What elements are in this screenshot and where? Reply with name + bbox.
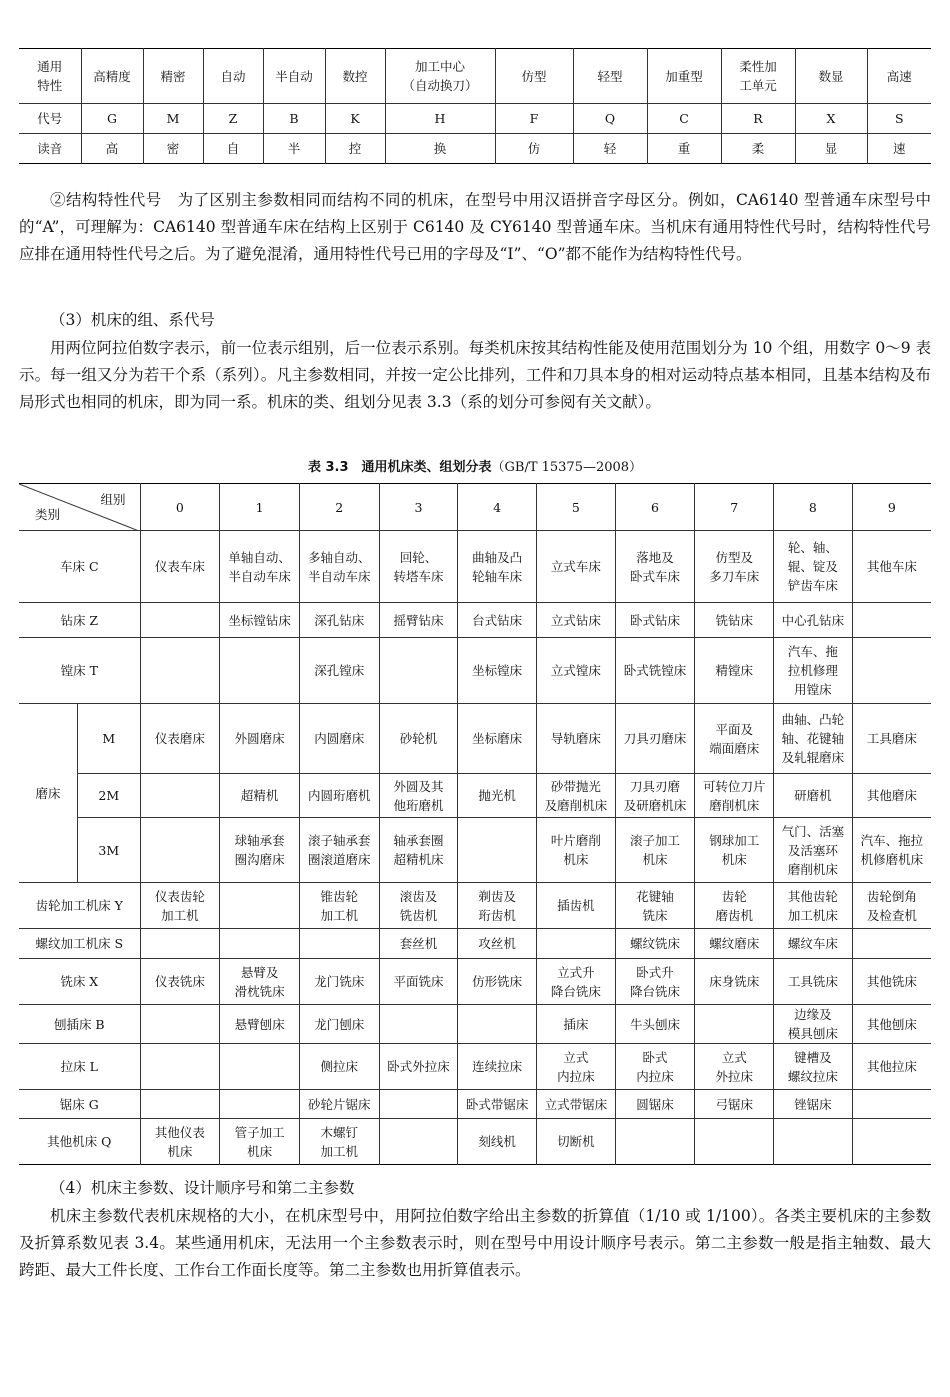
group-number-header: 3 xyxy=(379,484,458,531)
machine-group-cell: 刀具刃磨床 xyxy=(615,704,695,774)
class-row xyxy=(19,1119,931,1165)
feature-cell: Z xyxy=(203,104,263,134)
machine-group-cell: 滚齿及 铣齿机 xyxy=(379,883,458,929)
machine-group-cell: 仿型及 多刀车床 xyxy=(695,531,774,603)
machine-group-cell: 切断机 xyxy=(536,1119,615,1165)
class-row xyxy=(19,883,931,929)
machine-group-cell: 仪表磨床 xyxy=(140,704,220,774)
class-label: 2M xyxy=(78,774,141,818)
machine-group-cell: 弓锯床 xyxy=(695,1090,774,1119)
feature-cell: 显 xyxy=(795,134,867,164)
machine-group-cell: 叶片磨削 机床 xyxy=(536,818,615,883)
class-label: 齿轮加工机床 Y xyxy=(19,883,140,929)
machine-group-cell xyxy=(140,774,220,818)
machine-group-cell: 锥齿轮 加工机 xyxy=(299,883,379,929)
machine-group-cell: 落地及 卧式车床 xyxy=(615,531,695,603)
machine-group-cell: 外圆及其 他珩磨机 xyxy=(379,774,458,818)
feature-cell: S xyxy=(867,104,931,134)
machine-group-cell: 卧式带锯床 xyxy=(458,1090,537,1119)
machine-group-cell: 卧式升 降台铣床 xyxy=(615,959,695,1005)
class-label: 刨插床 B xyxy=(19,1005,140,1044)
section-heading-main-parameter: （4）机床主参数、设计顺序号和第二主参数 xyxy=(50,1179,355,1197)
machine-group-cell: 卧式外拉床 xyxy=(379,1044,458,1090)
machine-group-cell: 砂轮机 xyxy=(379,704,458,774)
class-row xyxy=(19,959,931,1005)
machine-group-cell: 导轨磨床 xyxy=(536,704,615,774)
class-row xyxy=(19,531,931,603)
machine-group-cell: 超精机 xyxy=(220,774,300,818)
machine-group-cell xyxy=(536,929,615,959)
feature-row-header: 通用 特性 xyxy=(19,49,81,104)
class-row xyxy=(19,1090,931,1119)
machine-group-cell: 卧式 内拉床 xyxy=(615,1044,695,1090)
class-label: 铣床 X xyxy=(19,959,140,1005)
machine-group-cell xyxy=(695,1005,774,1044)
machine-group-cell: 齿轮 磨齿机 xyxy=(695,883,774,929)
feature-cell: K xyxy=(325,104,385,134)
machine-group-cell: 龙门铣床 xyxy=(299,959,379,1005)
feature-code-table xyxy=(19,48,931,164)
class-label: 螺纹加工机床 S xyxy=(19,929,140,959)
machine-group-cell: 卧式钻床 xyxy=(615,603,695,638)
machine-group-cell: 外圆磨床 xyxy=(220,704,300,774)
feature-cell: 重 xyxy=(647,134,721,164)
machine-group-cell: 木螺钉 加工机 xyxy=(299,1119,379,1165)
feature-cell: M xyxy=(143,104,203,134)
class-label: 拉床 L xyxy=(19,1044,140,1090)
machine-group-cell: 立式升 降台铣床 xyxy=(536,959,615,1005)
machine-group-cell: 龙门刨床 xyxy=(299,1005,379,1044)
class-row xyxy=(19,929,931,959)
group-number-header: 7 xyxy=(695,484,774,531)
feature-cell: 高速 xyxy=(867,49,931,104)
class-label: 镗床 T xyxy=(19,638,140,704)
machine-group-cell: 汽车、拖拉 机修磨机床 xyxy=(852,818,931,883)
machine-group-cell: 轴承套圈 超精机床 xyxy=(379,818,458,883)
feature-cell: 自 xyxy=(203,134,263,164)
machine-group-cell: 连续拉床 xyxy=(458,1044,537,1090)
machine-group-cell: 卧式铣镗床 xyxy=(615,638,695,704)
group-number-header: 9 xyxy=(852,484,931,531)
machine-group-cell xyxy=(220,929,300,959)
machine-group-cell: 单轴自动、 半自动车床 xyxy=(220,531,300,603)
machine-group-cell: 砂带抛光 及磨削机床 xyxy=(536,774,615,818)
machine-group-cell: 其他刨床 xyxy=(852,1005,931,1044)
machine-group-cell: 刀具刃磨 及研磨机床 xyxy=(615,774,695,818)
machine-group-cell xyxy=(852,603,931,638)
machine-group-cell: 立式带锯床 xyxy=(536,1090,615,1119)
machine-group-cell xyxy=(852,1119,931,1165)
table-caption xyxy=(19,456,931,475)
machine-group-cell: 插床 xyxy=(536,1005,615,1044)
table-corner-header xyxy=(19,484,140,531)
corner-group-label: 组别 xyxy=(100,492,126,507)
machine-group-cell: 深孔钻床 xyxy=(299,603,379,638)
feature-cell: 数控 xyxy=(325,49,385,104)
machine-group-cell: 坐标磨床 xyxy=(458,704,537,774)
feature-cell: R xyxy=(721,104,795,134)
feature-cell: X xyxy=(795,104,867,134)
machine-group-cell: 套丝机 xyxy=(379,929,458,959)
machine-group-cell xyxy=(140,603,220,638)
machine-group-cell xyxy=(852,638,931,704)
machine-group-cell xyxy=(379,1005,458,1044)
group-number-header: 1 xyxy=(220,484,300,531)
machine-group-cell: 工具磨床 xyxy=(852,704,931,774)
machine-group-cell xyxy=(140,638,220,704)
group-number-header: 5 xyxy=(536,484,615,531)
machine-group-cell: 砂轮片锯床 xyxy=(299,1090,379,1119)
machine-group-cell: 齿轮倒角 及检查机 xyxy=(852,883,931,929)
table-caption-title: 表 3.3 通用机床类、组划分表 xyxy=(307,460,492,475)
machine-group-cell: 曲轴及凸 轮轴车床 xyxy=(458,531,537,603)
group-number-header: 0 xyxy=(140,484,220,531)
machine-group-cell xyxy=(458,818,537,883)
machine-group-cell: 其他铣床 xyxy=(852,959,931,1005)
machine-group-cell: 仪表车床 xyxy=(140,531,220,603)
feature-cell: 控 xyxy=(325,134,385,164)
feature-cell: 半自动 xyxy=(263,49,325,104)
class-label: 锯床 G xyxy=(19,1090,140,1119)
machine-group-cell: 边缘及 模具刨床 xyxy=(774,1005,853,1044)
class-row xyxy=(19,774,931,818)
feature-cell: H xyxy=(385,104,495,134)
machine-group-cell: 多轴自动、 半自动车床 xyxy=(299,531,379,603)
feature-cell: 柔性加 工单元 xyxy=(721,49,795,104)
machine-group-cell: 其他磨床 xyxy=(852,774,931,818)
machine-group-cell: 花键轴 铣床 xyxy=(615,883,695,929)
machine-group-cell xyxy=(140,1090,220,1119)
machine-group-cell xyxy=(220,1090,300,1119)
feature-cell: 速 xyxy=(867,134,931,164)
machine-group-cell xyxy=(774,1119,853,1165)
feature-cell: 换 xyxy=(385,134,495,164)
machine-group-cell: 滚子轴承套 圈滚道磨床 xyxy=(299,818,379,883)
feature-cell: 轻 xyxy=(573,134,647,164)
machine-group-cell: 立式 外拉床 xyxy=(695,1044,774,1090)
machine-group-cell xyxy=(140,818,220,883)
machine-group-cell: 曲轴、凸轮 轴、花键轴 及轧辊磨床 xyxy=(774,704,853,774)
machine-group-cell: 内圆珩磨机 xyxy=(299,774,379,818)
machine-group-cell: 平面铣床 xyxy=(379,959,458,1005)
feature-cell: 高 xyxy=(81,134,143,164)
machine-group-cell: 研磨机 xyxy=(774,774,853,818)
class-row xyxy=(19,818,931,883)
feature-table-row xyxy=(19,49,931,104)
machine-group-cell: 可转位刀片 磨削机床 xyxy=(695,774,774,818)
feature-table-row xyxy=(19,104,931,134)
class-row xyxy=(19,603,931,638)
machine-group-cell: 汽车、拖 拉机修理 用镗床 xyxy=(774,638,853,704)
class-label: M xyxy=(78,704,141,774)
feature-cell: G xyxy=(81,104,143,134)
section-heading-group-series: （3）机床的组、系代号 xyxy=(50,311,215,329)
machine-group-cell: 床身铣床 xyxy=(695,959,774,1005)
machine-group-cell: 仿形铣床 xyxy=(458,959,537,1005)
machine-group-cell: 铣钻床 xyxy=(695,603,774,638)
group-number-header: 6 xyxy=(615,484,695,531)
grinder-class-label: 磨床 xyxy=(19,704,78,883)
machine-group-cell: 立式镗床 xyxy=(536,638,615,704)
machine-group-cell: 其他车床 xyxy=(852,531,931,603)
feature-cell: 半 xyxy=(263,134,325,164)
machine-group-cell xyxy=(695,1119,774,1165)
machine-group-cell: 侧拉床 xyxy=(299,1044,379,1090)
feature-row-header: 读音 xyxy=(19,134,81,164)
feature-cell: Q xyxy=(573,104,647,134)
feature-cell: 数显 xyxy=(795,49,867,104)
feature-cell: 密 xyxy=(143,134,203,164)
machine-group-cell xyxy=(615,1119,695,1165)
group-number-header: 8 xyxy=(774,484,853,531)
machine-group-cell: 气门、活塞 及活塞环 磨削机床 xyxy=(774,818,853,883)
machine-group-cell: 精镗床 xyxy=(695,638,774,704)
machine-group-cell: 立式 内拉床 xyxy=(536,1044,615,1090)
class-row xyxy=(19,1005,931,1044)
main-parameter-paragraph: 机床主参数代表机床规格的大小，在机床型号中，用阿拉伯数字给出主参数的折算值（1/10 或 1/100）。各类主要机床的主参数及折算系数见表 3.4。某些通用机床，无法用一个主参数表示时，则在型号中用设计顺序号表示。第二主参数一般是指主轴数、最大跨距、最大工件长度、工作台工作面长度等。第二主参数也用折算值表示。 xyxy=(19,1207,931,1279)
machine-group-cell: 中心孔钻床 xyxy=(774,603,853,638)
feature-row-header: 代号 xyxy=(19,104,81,134)
machine-group-cell xyxy=(140,1044,220,1090)
feature-cell: 精密 xyxy=(143,49,203,104)
feature-cell: 加重型 xyxy=(647,49,721,104)
class-row xyxy=(19,1044,931,1090)
machine-group-cell xyxy=(379,1090,458,1119)
corner-class-label: 类别 xyxy=(35,507,61,522)
machine-group-cell: 圆锯床 xyxy=(615,1090,695,1119)
machine-group-cell: 螺纹铣床 xyxy=(615,929,695,959)
machine-group-cell: 其他拉床 xyxy=(852,1044,931,1090)
machine-group-cell xyxy=(220,883,300,929)
machine-group-cell: 坐标镗床 xyxy=(458,638,537,704)
machine-group-cell xyxy=(220,638,300,704)
machine-group-cell: 平面及 端面磨床 xyxy=(695,704,774,774)
machine-group-cell: 内圆磨床 xyxy=(299,704,379,774)
class-row xyxy=(19,704,931,774)
machine-group-cell xyxy=(299,929,379,959)
group-number-header: 2 xyxy=(299,484,379,531)
feature-cell: 加工中心 （自动换刀） xyxy=(385,49,495,104)
machine-group-cell: 插齿机 xyxy=(536,883,615,929)
machine-group-cell: 深孔镗床 xyxy=(299,638,379,704)
class-label: 钻床 Z xyxy=(19,603,140,638)
machine-group-cell: 悬臂及 滑枕铣床 xyxy=(220,959,300,1005)
machine-group-cell xyxy=(852,929,931,959)
machine-group-cell: 坐标镗钻床 xyxy=(220,603,300,638)
feature-cell: 仿型 xyxy=(495,49,573,104)
machine-group-cell: 仪表齿轮 加工机 xyxy=(140,883,220,929)
feature-cell: 高精度 xyxy=(81,49,143,104)
machine-group-cell: 螺纹车床 xyxy=(774,929,853,959)
machine-group-cell xyxy=(220,1044,300,1090)
machine-group-cell: 仪表铣床 xyxy=(140,959,220,1005)
feature-cell: 柔 xyxy=(721,134,795,164)
machine-group-cell: 回轮、 转塔车床 xyxy=(379,531,458,603)
class-label: 其他机床 Q xyxy=(19,1119,140,1165)
machine-class-group-table xyxy=(19,483,931,1165)
class-label: 3M xyxy=(78,818,141,883)
machine-group-cell: 键槽及 螺纹拉床 xyxy=(774,1044,853,1090)
machine-group-cell: 锉锯床 xyxy=(774,1090,853,1119)
structure-code-paragraph: ②结构特性代号 为了区别主参数相同而结构不同的机床，在型号中用汉语拼音字母区分。例如，CA6140 型普通车床型号中的“A”，可理解为：CA6140 型普通车床在结构上区别于 C6140 及 CY6140 型普通车床。当机床有通用特性代号时，结构特性代号应排在通用特性代号之后。为了避免混淆，通用特性代号已用的字母及“I”、“O”都不能作为结构特性代号。 xyxy=(19,191,931,263)
machine-group-cell: 攻丝机 xyxy=(458,929,537,959)
feature-cell: 仿 xyxy=(495,134,573,164)
machine-group-cell: 抛光机 xyxy=(458,774,537,818)
machine-group-cell: 管子加工 机床 xyxy=(220,1119,300,1165)
machine-group-cell: 悬臂刨床 xyxy=(220,1005,300,1044)
machine-group-cell xyxy=(379,638,458,704)
group-number-header: 4 xyxy=(458,484,537,531)
machine-group-cell: 滚子加工 机床 xyxy=(615,818,695,883)
table-caption-standard: （GB/T 15375—2008） xyxy=(491,460,643,475)
machine-group-cell xyxy=(140,1005,220,1044)
feature-cell: 轻型 xyxy=(573,49,647,104)
machine-group-cell xyxy=(140,929,220,959)
machine-group-cell: 螺纹磨床 xyxy=(695,929,774,959)
machine-group-cell: 台式钻床 xyxy=(458,603,537,638)
machine-group-cell: 工具铣床 xyxy=(774,959,853,1005)
machine-group-cell xyxy=(458,1005,537,1044)
machine-group-cell: 牛头刨床 xyxy=(615,1005,695,1044)
class-row xyxy=(19,638,931,704)
machine-group-cell: 刻线机 xyxy=(458,1119,537,1165)
class-label: 车床 C xyxy=(19,531,140,603)
machine-group-cell: 钢球加工 机床 xyxy=(695,818,774,883)
feature-cell: C xyxy=(647,104,721,134)
feature-cell: F xyxy=(495,104,573,134)
machine-group-cell: 立式钻床 xyxy=(536,603,615,638)
feature-cell: B xyxy=(263,104,325,134)
machine-group-cell: 轮、轴、 辊、锭及 铲齿车床 xyxy=(774,531,853,603)
machine-group-cell: 其他齿轮 加工机床 xyxy=(774,883,853,929)
group-series-paragraph: 用两位阿拉伯数字表示，前一位表示组别，后一位表示系别。每类机床按其结构性能及使用范围划分为 10 个组，用数字 0～9 表示。每一组又分为若干个系（系列）。凡主参数相同，并按一定公比排列，工件和刀具本身的相对运动特点基本相同，且基本结构及布局形式也相同的机床，即为同一系。机床的类、组划分见表 3.3（系的划分可参阅有关文献）。 xyxy=(19,339,931,411)
machine-group-cell xyxy=(379,1119,458,1165)
machine-group-cell: 立式车床 xyxy=(536,531,615,603)
machine-group-cell: 摇臂钻床 xyxy=(379,603,458,638)
feature-cell: 自动 xyxy=(203,49,263,104)
feature-table-row xyxy=(19,134,931,164)
machine-group-cell xyxy=(852,1090,931,1119)
machine-group-cell: 球轴承套 圈沟磨床 xyxy=(220,818,300,883)
machine-group-cell: 其他仪表 机床 xyxy=(140,1119,220,1165)
machine-group-cell: 剃齿及 珩齿机 xyxy=(458,883,537,929)
